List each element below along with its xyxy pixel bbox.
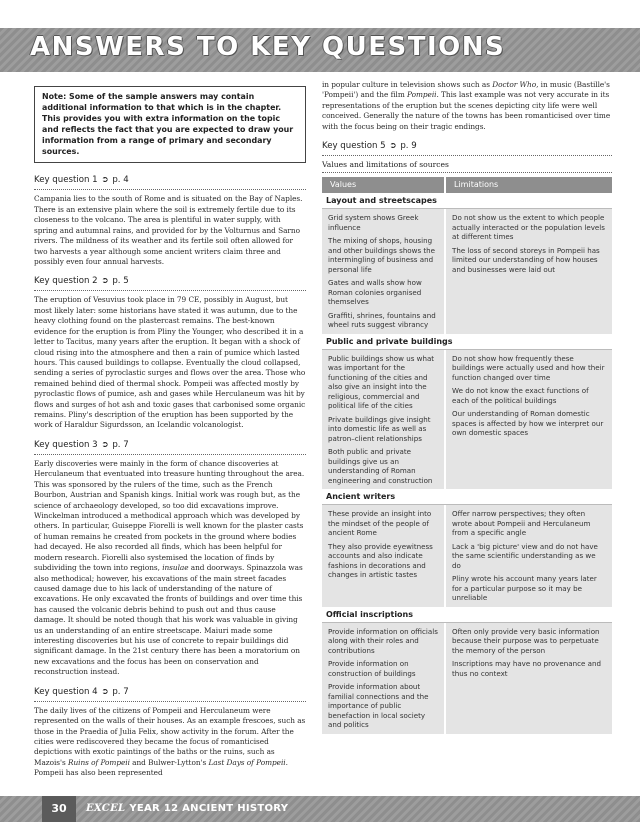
table-cell-item: Often only provide very basic information because their purpose was to perpetuate the memory of the person (452, 626, 600, 655)
table-row (322, 505, 612, 607)
values-limitations-table (322, 177, 612, 734)
column-header-limitations: Limitations (454, 180, 499, 190)
left-column (34, 86, 306, 788)
key-question-2-answer: The eruption of Vesuvius took place in 79 CE, possibly in August, but most likely later: some historians have stated it was autumn, due to the heavy clothing found on the plastercast remains. The best-known evidence for the eruption is from Pliny the Younger, who described it in a letter to Tacitus, many years after the eruption. It began with a shock of cloud rising into the atmosphere and then a rain of pumice which lasted hours. This caused buildings to collapse. Eventually the cloud collapsed, sending a series of pyroclastic surges and flows over the area. Those who remained behind died of thermal shock. Pompeii was affected mostly by pyroclastic flows of pumice, ash and gases while Herculaneum was hit by flows and surges of hot ash and toxic gases that carbonised some organic remains. Pliny's description of the eruption has been supported by the work of Haraldur Sigurdsson, an Icelandic volcanologist. (34, 295, 306, 430)
table-cell-item: These provide an insight into the mindset of the people of ancient Rome (328, 509, 432, 538)
table-cell-item: Public buildings show us what was important for the functioning of the cities and also give an insight into the religious, commercial and political life of the cities (328, 353, 435, 411)
table-cell-item: The mixing of shops, housing and other buildings shows the intermingling of business and personal life (328, 236, 436, 274)
table-section-heading: Ancient writers (322, 489, 612, 505)
key-question-label: Key question 4 (34, 686, 98, 697)
limitations-cell (446, 209, 612, 334)
arrow-right-icon: ➲ (101, 439, 109, 450)
book-title (86, 803, 288, 814)
page-reference: p. 9 (400, 141, 417, 152)
table-title: Values and limitations of sources (322, 160, 612, 173)
values-cell (322, 350, 446, 490)
arrow-right-icon: ➲ (101, 686, 109, 697)
table-cell-item: Our understanding of Roman domestic spaces is affected by how we interpret our own domestic spaces (452, 409, 604, 438)
table-cell-item: Inscriptions may have no provenance and thus no context (452, 659, 601, 678)
page-reference: p. 4 (112, 175, 129, 186)
brand-logo: EXCEL (86, 803, 126, 814)
page-title: ANSWERS TO KEY QUESTIONS (30, 32, 506, 62)
table-section-heading: Layout and streetscapes (322, 193, 612, 209)
column-header-values: Values (322, 177, 446, 193)
table-cell-item: They also provide eyewitness accounts and also indicate fashions in decorations and changes in artistic tastes (328, 541, 433, 580)
table-cell-item: Provide information on construction of buildings (328, 659, 416, 678)
table-cell-item: Grid system shows Greek influence (328, 213, 419, 232)
key-question-1-answer: Campania lies to the south of Rome and is situated on the Bay of Naples. There is an extensive plain where the soil is extremely fertile due to its closeness to the volcano. The area is plentiful in water supply, with spring and autumnal rains, and provided for by the Volturnus and Sarno rivers. The mildness of its weather and its fertile soil often allowed for two harvests a year although some ancient writers claim three and possibly even four annual harvests. (34, 194, 303, 266)
table-cell-item: Both public and private buildings give us an understanding of Roman engineering and construction (328, 447, 433, 485)
table-cell-item: Provide information about familial connections and the importance of public benefaction in local society and politics (328, 682, 429, 730)
page-reference: p. 7 (112, 686, 129, 697)
key-question-4-heading (34, 687, 306, 702)
table-cell-item: Provide information on officials along with their roles and contributions (328, 626, 438, 655)
key-question-1-heading (34, 175, 306, 190)
values-cell (322, 209, 446, 334)
limitations-cell (446, 350, 612, 490)
arrow-right-icon: ➲ (389, 141, 397, 152)
table-cell-item: Pliny wrote his account many years later for a particular purpose so it may be unreliable (452, 574, 597, 603)
key-question-label: Key question 3 (34, 439, 98, 450)
key-question-label: Key question 1 (34, 175, 98, 186)
table-section-heading: Official inscriptions (322, 607, 612, 623)
arrow-right-icon: ➲ (101, 276, 109, 287)
table-row (322, 350, 612, 490)
page-reference: p. 7 (112, 439, 129, 450)
values-cell (322, 505, 446, 607)
key-question-2-heading (34, 276, 306, 291)
table-cell-item: Lack a 'big picture' view and do not have the same scientific understanding as we do (452, 541, 598, 570)
key-question-label: Key question 2 (34, 276, 98, 287)
table-row (322, 623, 612, 734)
page-number: 30 (42, 796, 76, 822)
table-cell-item: The loss of second storeys in Pompeii has limited our understanding of how houses and businesses were laid out (452, 245, 600, 274)
page-reference: p. 5 (112, 276, 129, 287)
arrow-right-icon: ➲ (101, 175, 109, 186)
table-cell-item: Private buildings give insight into domestic life as well as patron–client relationships (328, 414, 431, 443)
book-title-text: YEAR 12 ANCIENT HISTORY (129, 803, 289, 814)
table-section-heading: Public and private buildings (322, 334, 612, 350)
values-cell (322, 623, 446, 734)
table-cell-item: We do not know the exact functions of each of the political buildings (452, 386, 589, 405)
header-banner (0, 28, 640, 72)
table-cell-item: Do not show us the extent to which people actually interacted or the population levels at different times (452, 213, 605, 242)
key-question-label: Key question 5 (322, 141, 386, 152)
table-cell-item: Gates and walls show how Roman colonies organised themselves (328, 278, 422, 307)
key-question-4-answer-continued: in popular culture in television shows such as Doctor Who, in music (Bastille's 'Pompeii') and the film Pompeii. This last example was not very accurate in its representations of the eruption but the scenes depicting city life were well conceived. Generally the nature of the towns has been romanticised over time with the focus being on their tragic endings. (322, 80, 611, 131)
right-column (322, 80, 612, 734)
key-question-5-heading (322, 141, 612, 156)
paragraph: Winckelman introduced a methodical approach which was developed by others. In particular, Guiseppe Fiorelli is well known for the plaster casts of human remains he created from pockets in the ground where bodies had decayed. He also recorded all finds, which has been helpful for modern research. Fiorelli also systemised the location of finds by subdividing the town into regions, insulae and doorways. Spinazzola was also methodical; however, his excavations of the main street facades caused damage due to his lack of understanding of the nature of excavations. He only excavated the fronts of buildings and over time this has caused the volcanic debris behind to push out and thus cause damage. It should be noted though that his work was valuable in giving us an understanding of an entire streetscape. Maiuri made some interesting discoveries but his use of concrete to repair buildings did significant damage. In the 21st century there has been a moratorium on new excavations and the focus has been on conservation and reconstruction instead. (34, 510, 304, 677)
limitations-cell (446, 623, 612, 734)
key-question-3-answer (34, 459, 306, 678)
key-question-4-answer: The daily lives of the citizens of Pompeii and Herculaneum were represented on the walls of their houses. As an example frescoes, such as those in the Praedia of Julia Felix, show activity in the forum. After the cities were rediscovered they became the focus of romanticised depictions with exotic paintings of the baths or the ruins, such as Mazois's Ruins of Pompeii and Bulwer-Lytton's Last Days of Pompeii. Pompeii has also been represented (34, 705, 306, 778)
table-row (322, 209, 612, 334)
note-box: Note: Some of the sample answers may contain additional information to that which is in the chapter. This provides you with extra information on the topic and reflects the fact that you are expected to draw your information from a range of primary and secondary sources. (34, 86, 306, 163)
table-cell-item: Offer narrow perspectives; they often wrote about Pompeii and Herculaneum from a specific angle (452, 509, 591, 538)
footer-bar (0, 796, 640, 822)
table-header (322, 177, 612, 193)
paragraph: Early discoveries were mainly in the form of chance discoveries at Herculaneum that eventuated into treasure hunting throughout the area. This was sponsored by the rulers of the time, such as the French Bourbon, Austrian and Spanish kings. Initial work was rough but, as the science of archaeology developed, so too did excavations improve. (34, 458, 305, 510)
key-question-3-heading (34, 440, 306, 455)
table-cell-item: Do not show how frequently these buildings were actually used and how their function changed over time (452, 353, 605, 382)
limitations-cell (446, 505, 612, 607)
table-cell-item: Graffiti, shrines, fountains and wheel ruts suggest vibrancy (328, 310, 436, 330)
